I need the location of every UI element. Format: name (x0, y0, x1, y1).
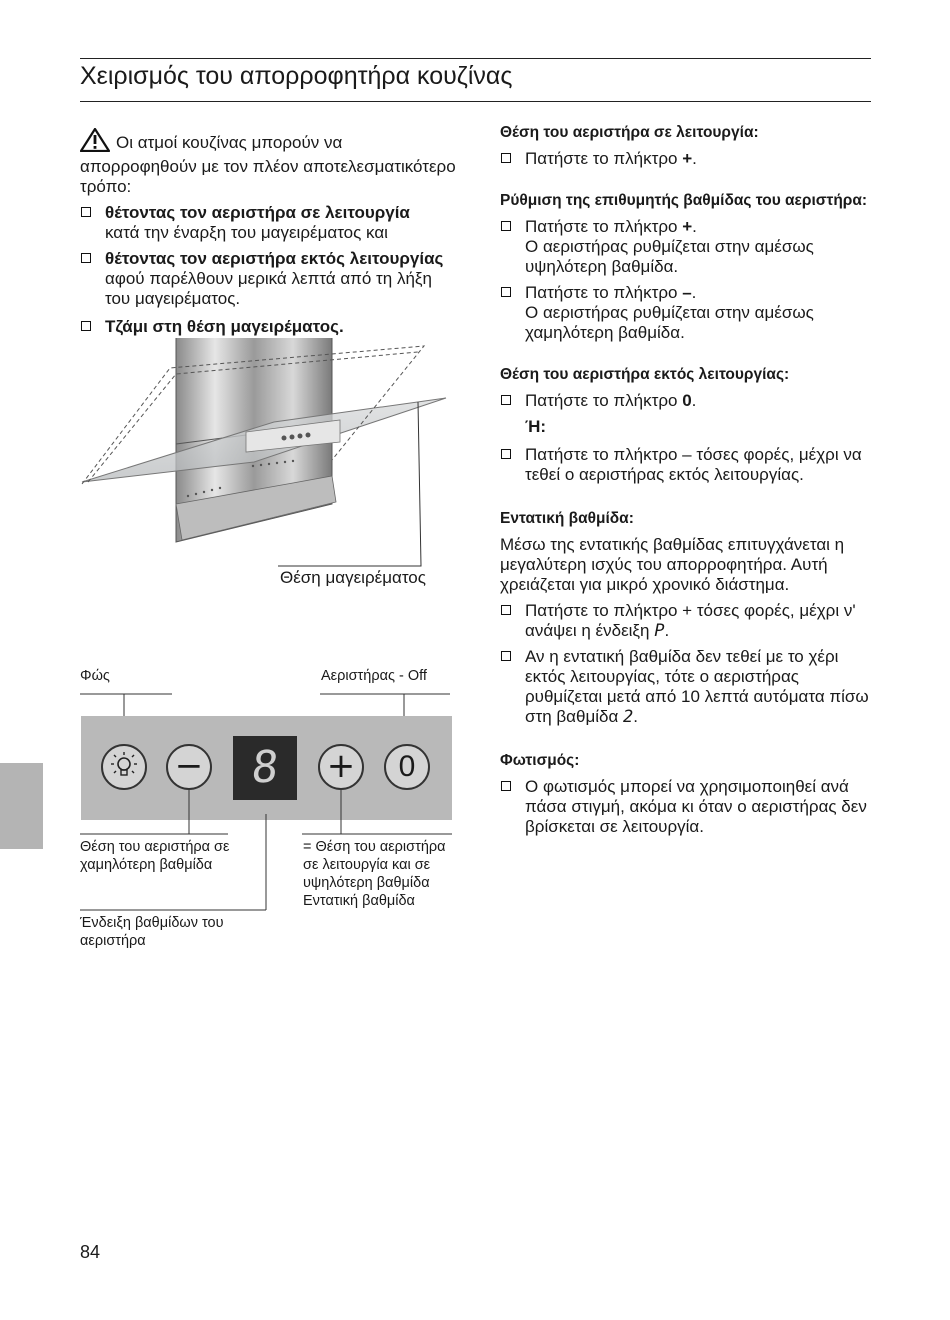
caption-minus: Θέση του αεριστήρα σε χαμηλότερη βαθμίδα (80, 839, 230, 873)
display-symbol-2: 2 (623, 707, 634, 727)
list-item: Πατήστε το πλήκτρο +. (500, 149, 872, 169)
right-column (500, 123, 872, 837)
minus-button[interactable]: − (166, 744, 212, 790)
key-plus: + (682, 149, 693, 168)
label-light: Φώς (80, 668, 110, 684)
key-zero: 0 (682, 391, 692, 410)
intensive-description: Μέσω της εντατικής βαθμίδας επιτυγχάνεται η μεγαλύτερη ισχύς του απορροφητήρα. Αυτή χρειάζεται για μικρό χρονικό διάστημα. (500, 535, 845, 594)
left-column (80, 128, 460, 337)
item-text: Αν η εντατική βαθμίδα δεν τεθεί με το χέρι εκτός λειτουργίας, τότε ο αεριστήρας ρυθμίζεται μετά από 10 λεπτά αυτόματα πίσω στη βαθμίδα (525, 647, 869, 726)
section-heading: Ρύθμιση της επιθυμητής βαθμίδας του αεριστήρα: (500, 192, 868, 209)
list-item: Αν η εντατική βαθμίδα δεν τεθεί με το χέρι εκτός λειτουργίας, τότε ο αεριστήρας ρυθμίζεται μετά από 10 λεπτά αυτόματα πίσω στη βαθμίδα 2. (500, 647, 872, 727)
caption-plus: = Θέση του αεριστήρα σε λειτουργία και σε υψηλότερη βαθμίδα Εντατική βαθμίδα (303, 839, 446, 909)
label-fan-off: Αεριστήρας - Off (321, 668, 427, 684)
or-label (500, 417, 872, 437)
item-text: Πατήστε το πλήκτρο (525, 217, 678, 236)
hood-caption: Θέση μαγειρέματος (280, 568, 426, 587)
item-bold: Τζάμι στη θέση μαγειρέματος. (105, 317, 344, 336)
section-heading: Φωτισμός: (500, 752, 580, 769)
list-item: Πατήστε το πλήκτρο +. Ο αεριστήρας ρυθμίζεται στην αμέσως υψηλότερη βαθμίδα. (500, 217, 872, 277)
list-item (80, 203, 460, 243)
caption-display: Ένδειξη βαθμίδων του αεριστήρα (80, 915, 224, 949)
display-symbol-p: P (654, 621, 665, 641)
page-number: 84 (80, 1242, 101, 1262)
key-minus: – (682, 283, 692, 302)
list-item (80, 249, 460, 309)
item-subtext: Ο αεριστήρας ρυθμίζεται στην αμέσως χαμηλότερη βαθμίδα. (525, 303, 814, 342)
page-title: Χειρισμός του απορροφητήρα κουζίνας (80, 62, 513, 90)
warning-icon (80, 128, 110, 157)
hood-illustration (78, 334, 458, 584)
side-tab (0, 763, 43, 849)
title-underline (80, 101, 871, 102)
item-bold: θέτοντας τον αεριστήρα εκτός λειτουργίας (105, 249, 444, 268)
item-text: αφού παρέλθουν μερικά λεπτά από τη λήξη του μαγειρέματος. (105, 269, 432, 308)
bulb-icon (103, 746, 145, 793)
section-heading: Θέση του αεριστήρα σε λειτουργία: (500, 124, 759, 141)
item-text: Πατήστε το πλήκτρο (525, 149, 678, 168)
off-button[interactable]: 0 (384, 744, 430, 790)
item-bold: θέτοντας τον αεριστήρα σε λειτουργία (105, 203, 410, 222)
section-heading: Εντατική βαθμίδα: (500, 510, 634, 527)
plus-button[interactable]: + (318, 744, 364, 790)
item-text: Πατήστε το πλήκτρο (525, 391, 678, 410)
list-item: Ο φωτισμός μπορεί να χρησιμοποιηθεί ανά πάσα στιγμή, ακόμα κι όταν ο αεριστήρας δεν βρίσκεται σε λειτουργία. (500, 777, 872, 837)
light-button[interactable] (101, 744, 147, 790)
section-heading: Θέση του αεριστήρα εκτός λειτουργίας: (500, 366, 790, 383)
item-text: Πατήστε το πλήκτρο + τόσες φορές, μέχρι ν' ανάψει η ένδειξη (525, 601, 856, 640)
list-item: Πατήστε το πλήκτρο –. Ο αεριστήρας ρυθμίζεται στην αμέσως χαμηλότερη βαθμίδα. (500, 283, 872, 343)
display-digit: 8 (249, 742, 281, 793)
key-plus: + (682, 217, 693, 236)
list-item: Πατήστε το πλήκτρο 0. (500, 391, 872, 411)
warning-text: Οι ατμοί κουζίνας μπορούν να απορροφηθούν με τον πλέον αποτελεσματικότερο τρόπο: (80, 133, 456, 196)
warning-paragraph (80, 128, 460, 197)
top-rule (80, 58, 871, 59)
item-text: κατά την έναρξη του μαγειρέματος και (105, 223, 388, 242)
list-item: Πατήστε το πλήκτρο – τόσες φορές, μέχρι να τεθεί ο αεριστήρας εκτός λειτουργίας. (500, 445, 872, 485)
or-text: Ή: (525, 417, 547, 436)
item-subtext: Ο αεριστήρας ρυθμίζεται στην αμέσως υψηλότερη βαθμίδα. (525, 237, 814, 276)
item-text: Πατήστε το πλήκτρο (525, 283, 678, 302)
list-item: Πατήστε το πλήκτρο + τόσες φορές, μέχρι ν' ανάψει η ένδειξη P. (500, 601, 872, 641)
